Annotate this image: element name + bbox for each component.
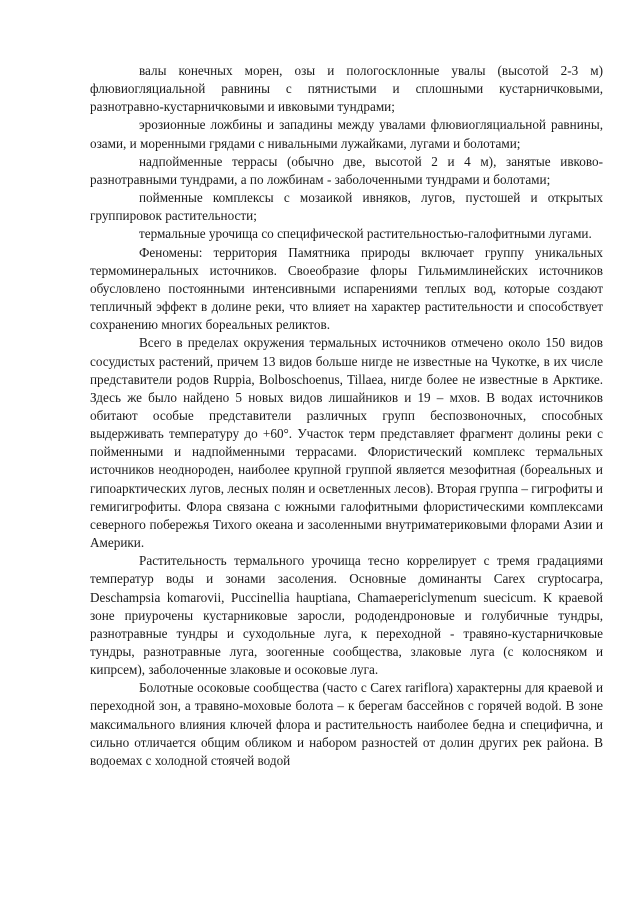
paragraph-erosion-hollows: эрозионные ложбины и западины между увалами флювиогляциальной равнины, озами, и моренными грядами с нивальными лужайками, лугами и болотами; xyxy=(90,117,603,151)
paragraph-terraces: надпойменные террасы (обычно две, высотой 2 и 4 м), занятые ивково-разнотравными тундрами, а по ложбинам - заболоченными тундрами и болотами; xyxy=(90,153,603,187)
paragraph-phenomena: Феномены: территория Памятника природы включает группу уникальных термоминеральных источников. Своеобразие флоры Гильмимлинейских источников обусловлено постоянными интенсивными испарениями теплых вод, которые создают тепличный эффект в долине реки, что влияет на характер растительности и способствует сохранению многих бореальных реликтов. xyxy=(90,244,603,333)
paragraph-species-count: Всего в пределах окружения термальных источников отмечено около 150 видов сосудистых растений, причем 13 видов больше нигде не известные на Чукотке, в их числе представители родов Ruppia, Bolboschoenus, Tillaea, нигде более не известные в Арктике. Здесь же было найдено 5 новых видов лишайников и 19 – мхов. В водах источников обитают особые представители различных групп беспозвоночных, способных выдерживать температуру до +60°. Участок терм представляет фрагмент долины реки с пойменными и надпойменными террасами. Флористический комплекс термальных источников неоднороден, наиболее крупной группой является мезофитная (бореальных и гипоарктических лугов, лесных полян и осветленных лесов). Вторая группа – гигрофиты и гемигигрофиты. Флора связана с южными галофитными флористическими комплексами северного побережья Тихого океана и засоленными внутриматериковыми флорами Азии и Америки. xyxy=(90,335,603,551)
paragraph-vegetation: Растительность термального урочища тесно коррелирует с тремя градациями температур воды и зонами засоления. Основные доминанты Carex cryptocarpa, Deschampsia komarovii, Puccinellia hauptiana, Chamaepericlymenum suecicum. К краевой зоне приурочены кустарниковые заросли, рододендроновые и голубичные тундры, разнотравные тундры и суходольные луга, к переходной - травяно-кустарничковые тундры, разнотравные луга, зоогенные сообщества, злаковые луга (с колосняком и кипрсем), заболоченные злаковые и осоковые луга. xyxy=(90,553,603,678)
paragraph-floodplain: пойменные комплексы с мозаикой ивняков, лугов, пустошей и открытых группировок растительности; xyxy=(90,190,603,224)
document-page xyxy=(90,62,603,770)
paragraph-thermal-tracts: термальные урочища со специфической растительностью-галофитными лугами. xyxy=(139,226,592,242)
paragraph-moraine-ridges: валы конечных морен, озы и пологосклонные увалы (высотой 2-3 м) флювиогляциальной равнины с пятнистыми и сплошными кустарничковыми, разнотравно-кустарничковыми и ивковыми тундрами; xyxy=(90,63,603,115)
paragraph-bog-communities: Болотные осоковые сообщества (часто с Carex rariflora) характерны для краевой и переходной зон, а травяно-моховые болота – к берегам бассейнов с горячей водой. В зоне максимального влияния ключей флора и растительность наиболее бедна и специфична, и сильно отличается общим обликом и набором разностей от долин других рек района. В водоемах с холодной стоячей водой xyxy=(90,680,603,768)
